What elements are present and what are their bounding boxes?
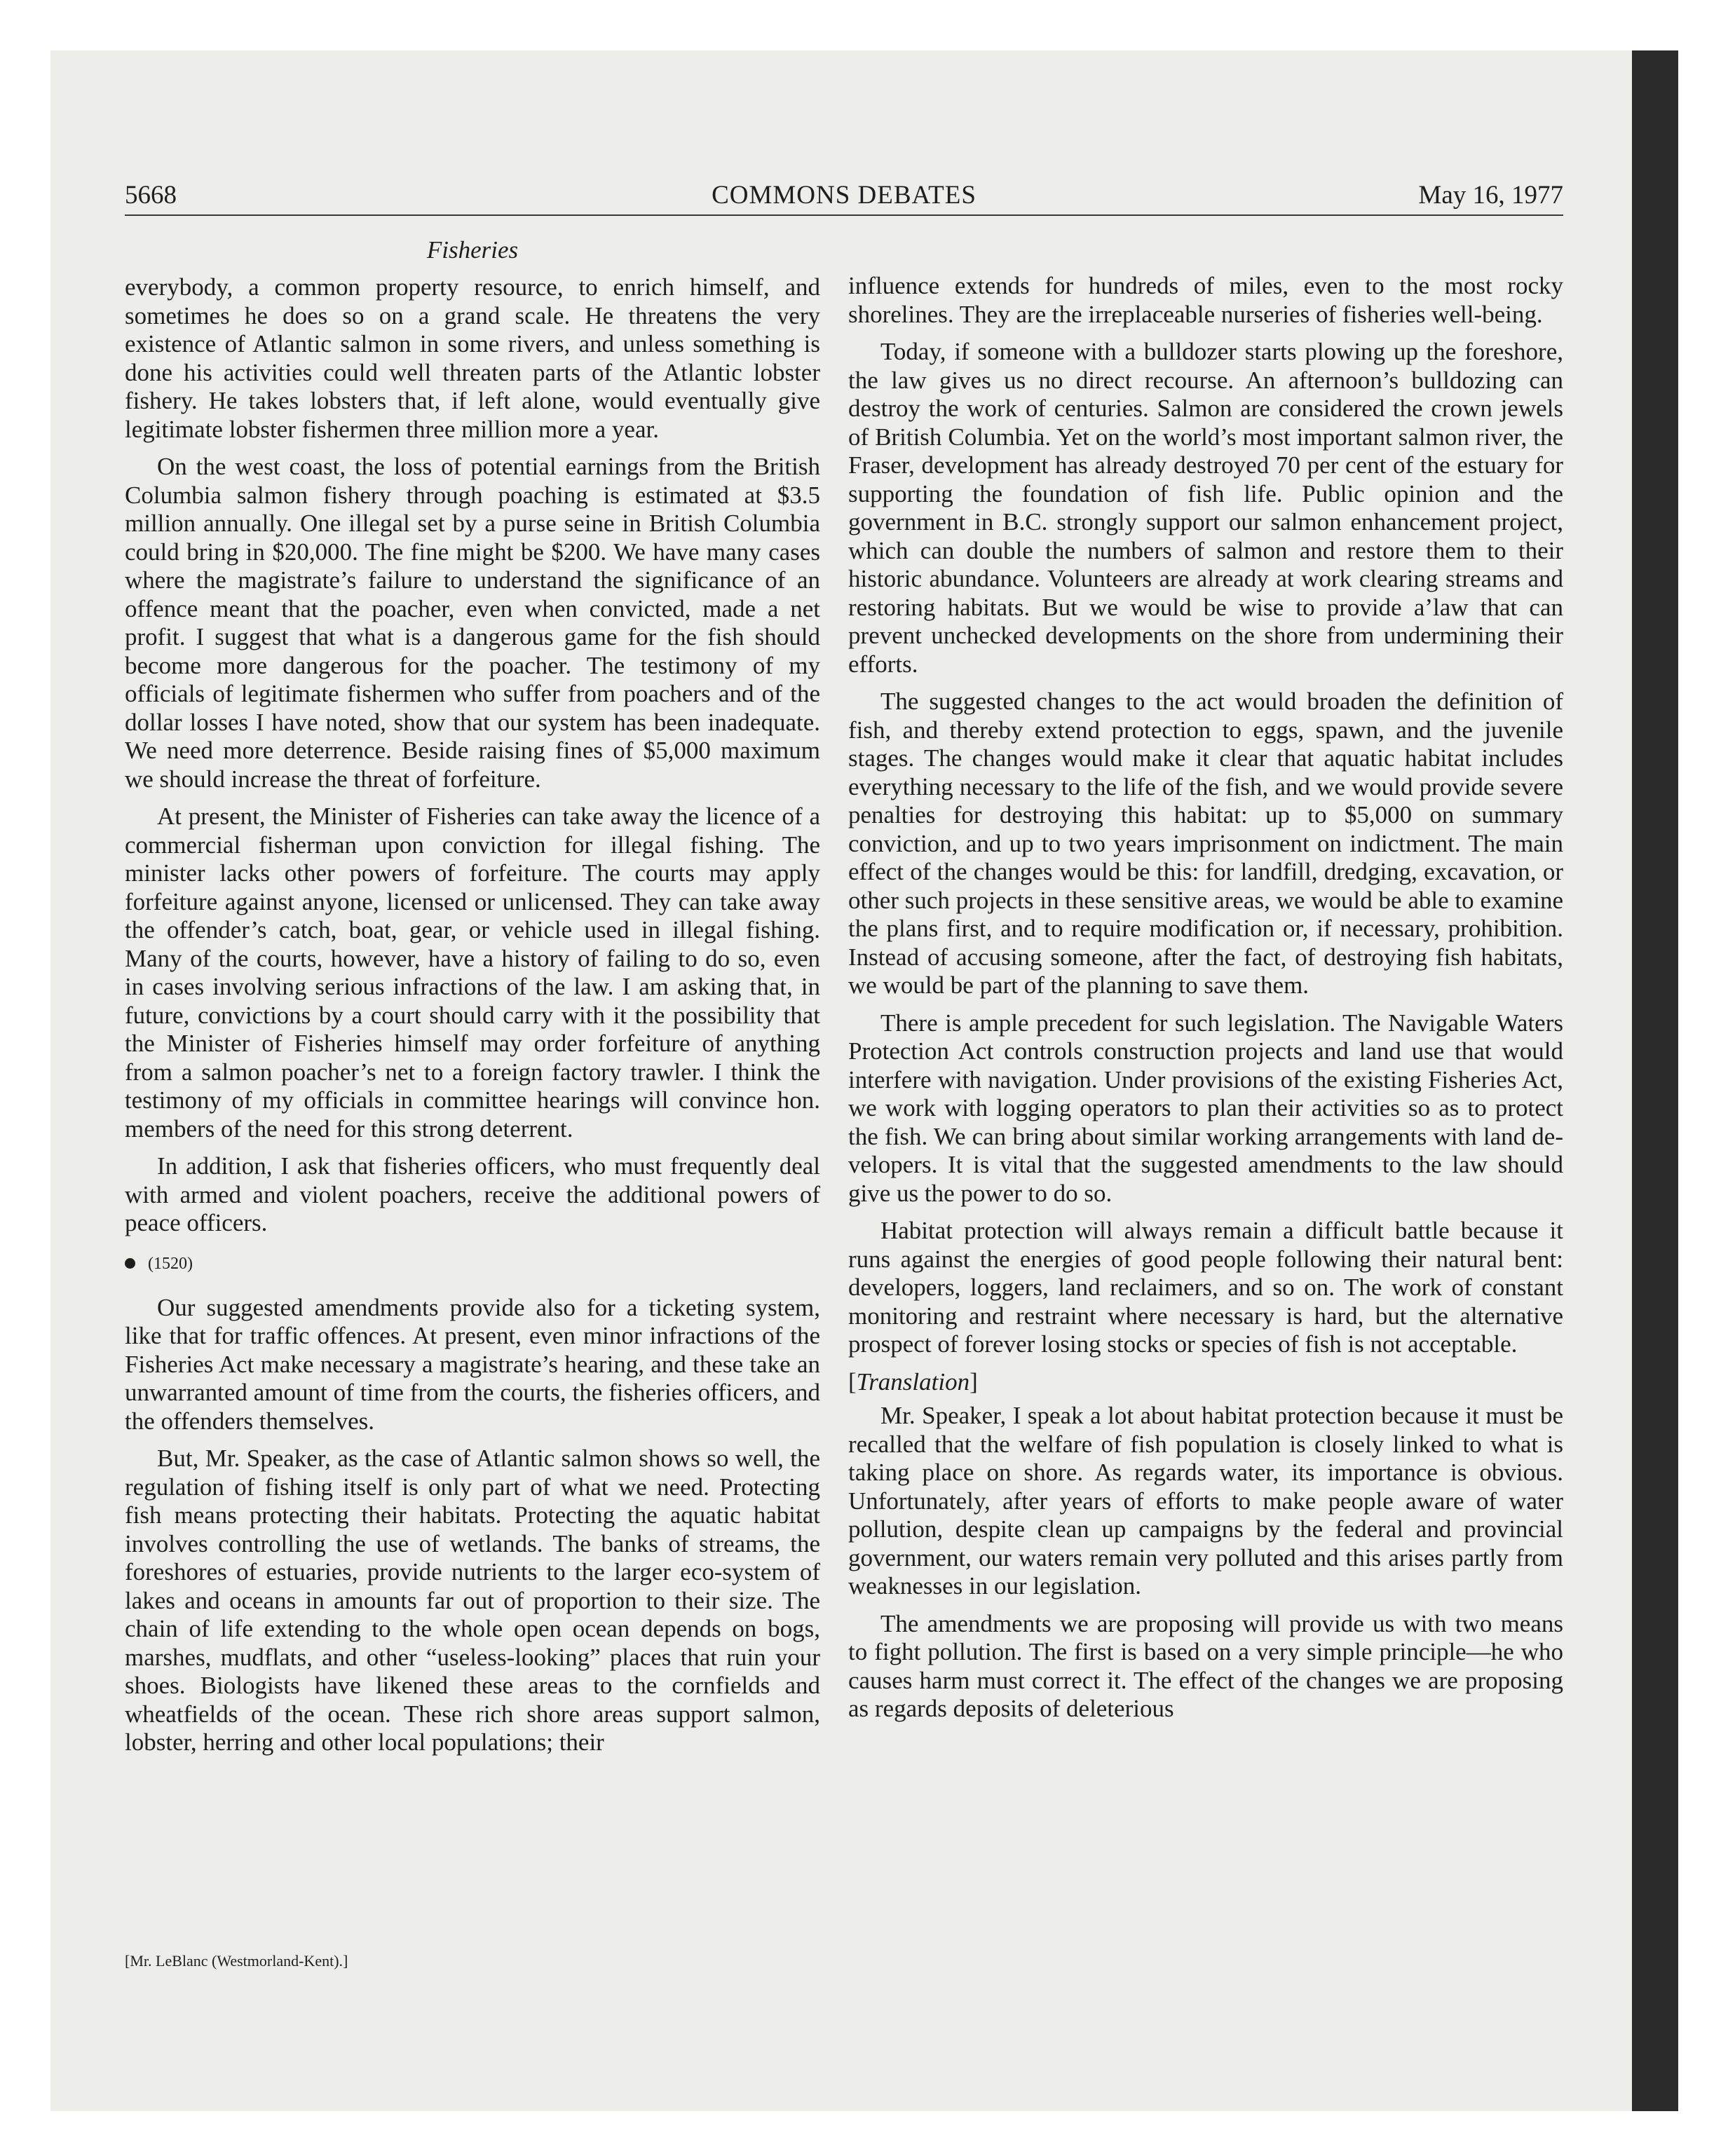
paragraph: Habitat protection will always remain a difficult battle because it runs against the energies of good people following their natural bent: developers, loggers, land reclaimers, and so on. The work of constant monitoring and restraint where necessary is hard, but the alternative prospect of forever losing stocks or species of fish is not acceptable. [848, 1217, 1563, 1358]
paragraph: influence extends for hundreds of miles, even to the most rocky shorelines. They are the irreplaceable nurseries of fisheries well-being. [848, 272, 1563, 328]
paragraph: everybody, a common property resource, to enrich himself, and sometimes he does so on a grand scale. He threatens the very existence of Atlantic salmon in some rivers, and unless something is done his activities could well threaten parts of the Atlantic lobster fishery. He takes lobsters that, if left alone, would eventually give legitimate lobster fishermen three million more a year. [125, 273, 820, 443]
translation-label: Translation [856, 1367, 970, 1396]
paragraph: The amendments we are proposing will provide us with two means to fight pollution. The first is based on a very simple principle—he who causes harm must correct it. The effect of the changes we are proposing as regards deposits of deleterious [848, 1609, 1563, 1722]
right-column [848, 272, 1563, 1733]
bullet-icon [125, 1258, 135, 1269]
page-number: 5668 [125, 181, 177, 210]
paragraph: The suggested changes to the act would broaden the definition of fish, and thereby extend protection to eggs, spawn, and the juvenile stages. The changes would make it clear that aquatic habitat includes everything necessary to the life of the fish, and we would provide severe penalties for destroying this habitat: up to $5,000 on summary conviction, and up to two years imprisonment on indictment. The main effect of the changes would be this: for landfill, dredging, excavation, or other such projects in these sensitive areas, we would be able to examine the plans first, and to require modification or, if necessary, prohibition. Instead of accusing someone, after the fact, of destroying fish habitats, we would be part of the planning to save them. [848, 688, 1563, 999]
paragraph: But, Mr. Speaker, as the case of Atlantic salmon shows so well, the regulation of fishing itself is only part of what we need. Protecting fish means protecting their habitats. Protecting the aquatic habitat involves controlling the use of wetlands. The banks of streams, the foreshores of estuaries, provide nutrients to the larger eco-system of lakes and oceans in amounts far out of proportion to their size. The chain of life extending to the whole open ocean depends on bogs, marshes, mudflats, and other “useless-looking” places that ruin your shoes. Biologists have likened these areas to the cornfields and wheatfields of the ocean. These rich shore areas support salmon, lobster, herring and other local populations; their [125, 1445, 820, 1756]
time-marker [125, 1252, 820, 1276]
paragraph: Our suggested amendments provide also for a ticketing system, like that for traffic offences. At present, even minor infractions of the Fisheries Act make necessary a magistrate’s hearing, and these take an unwarranted amount of time from the courts, the fisheries officers, and the offenders themselves. [125, 1293, 820, 1435]
publication-title: COMMONS DEBATES [712, 181, 977, 210]
paragraph: There is ample precedent for such legislation. The Navigable Waters Protection Act controls construction projects and land use that would interfere with navigation. Under provisions of the existing Fisheries Act, we work with logging operators to plan their activities so as to protect the fish. We can bring about similar working arrangements with land developers. It is vital that the suggested amendments to the law should give us the power to do so. [848, 1009, 1563, 1207]
page-date: May 16, 1977 [1418, 181, 1563, 210]
header-rule [125, 214, 1563, 216]
paragraph: Today, if someone with a bulldozer starts plowing up the foreshore, the law gives us no direct recourse. An afternoon’s bulldozing can destroy the work of centuries. Salmon are considered the crown jewels of British Columbia. Yet on the world’s most important salmon river, the Fraser, development has already destroyed 70 per cent of the estuary for supporting the foundation of fish life. Public opinion and the government in B.C. strongly support our salmon enhancement project, which can double the numbers of salmon and restore them to their historic abundance. Volunteers are already at work clearing streams and restoring habitats. But we would be wise to provide a’law that can prevent unchecked developments on the shore from undermining their efforts. [848, 338, 1563, 678]
paragraph: In addition, I ask that fisheries officers, who must frequently deal with armed and violent poachers, receive the additional powers of peace officers. [125, 1152, 820, 1236]
left-column [125, 273, 820, 1766]
translation-note: [Translation] [848, 1367, 978, 1396]
paragraph: On the west coast, the loss of potential earnings from the British Columbia salmon fishery through poaching is estimated at $3.5 million annually. One illegal set by a purse seine in British Columbia could bring in $20,000. The fine might be $200. We have many cases where the magistrate’s failure to understand the significance of an offence meant that the poacher, even when convicted, made a net profit. I suggest that what is a dangerous game for the fish should become more dangerous for the poacher. The testimony of my officials of legitimate fishermen who suffer from poachers and of the dollar losses I have noted, show that our system has been inadequate. We need more deterrence. Beside raising fines of $5,000 maximum we should increase the threat of forfeiture. [125, 453, 820, 793]
time-marker-label: (1520) [148, 1254, 193, 1273]
scan-edge-shadow [1632, 50, 1678, 2111]
paragraph: Mr. Speaker, I speak a lot about habitat protection because it must be recalled that the welfare of fish population is closely linked to what is taking place on shore. As regards water, its importance is obvious. Unfortunately, after years of efforts to make people aware of water pollution, despite clean up campaigns by the federal and provincial government, our waters remain very polluted and this arises partly from weaknesses in our legislation. [848, 1402, 1563, 1599]
page-header [125, 179, 1563, 212]
speaker-footnote: [Mr. LeBlanc (Westmorland-Kent).] [125, 1952, 348, 1970]
section-title: Fisheries [426, 236, 519, 264]
paragraph: At present, the Minister of Fisheries can take away the licence of a commercial fisherman upon conviction for illegal fishing. The minister lacks other powers of forfeiture. The courts may apply forfeiture against anyone, licensed or unlicensed. They can take away the offender’s catch, boat, gear, or vehicle used in illegal fishing. Many of the courts, however, have a history of failing to do so, even in cases involving serious infractions of the law. I am asking that, in future, convictions by a court should carry with it the possibility that the Minister of Fisheries himself may order forfeiture of anything from a salmon poacher’s net to a foreign factory trawler. I think the testimony of my officials in committee hearings will convince hon. members of the need for this strong deterrent. [125, 803, 820, 1142]
